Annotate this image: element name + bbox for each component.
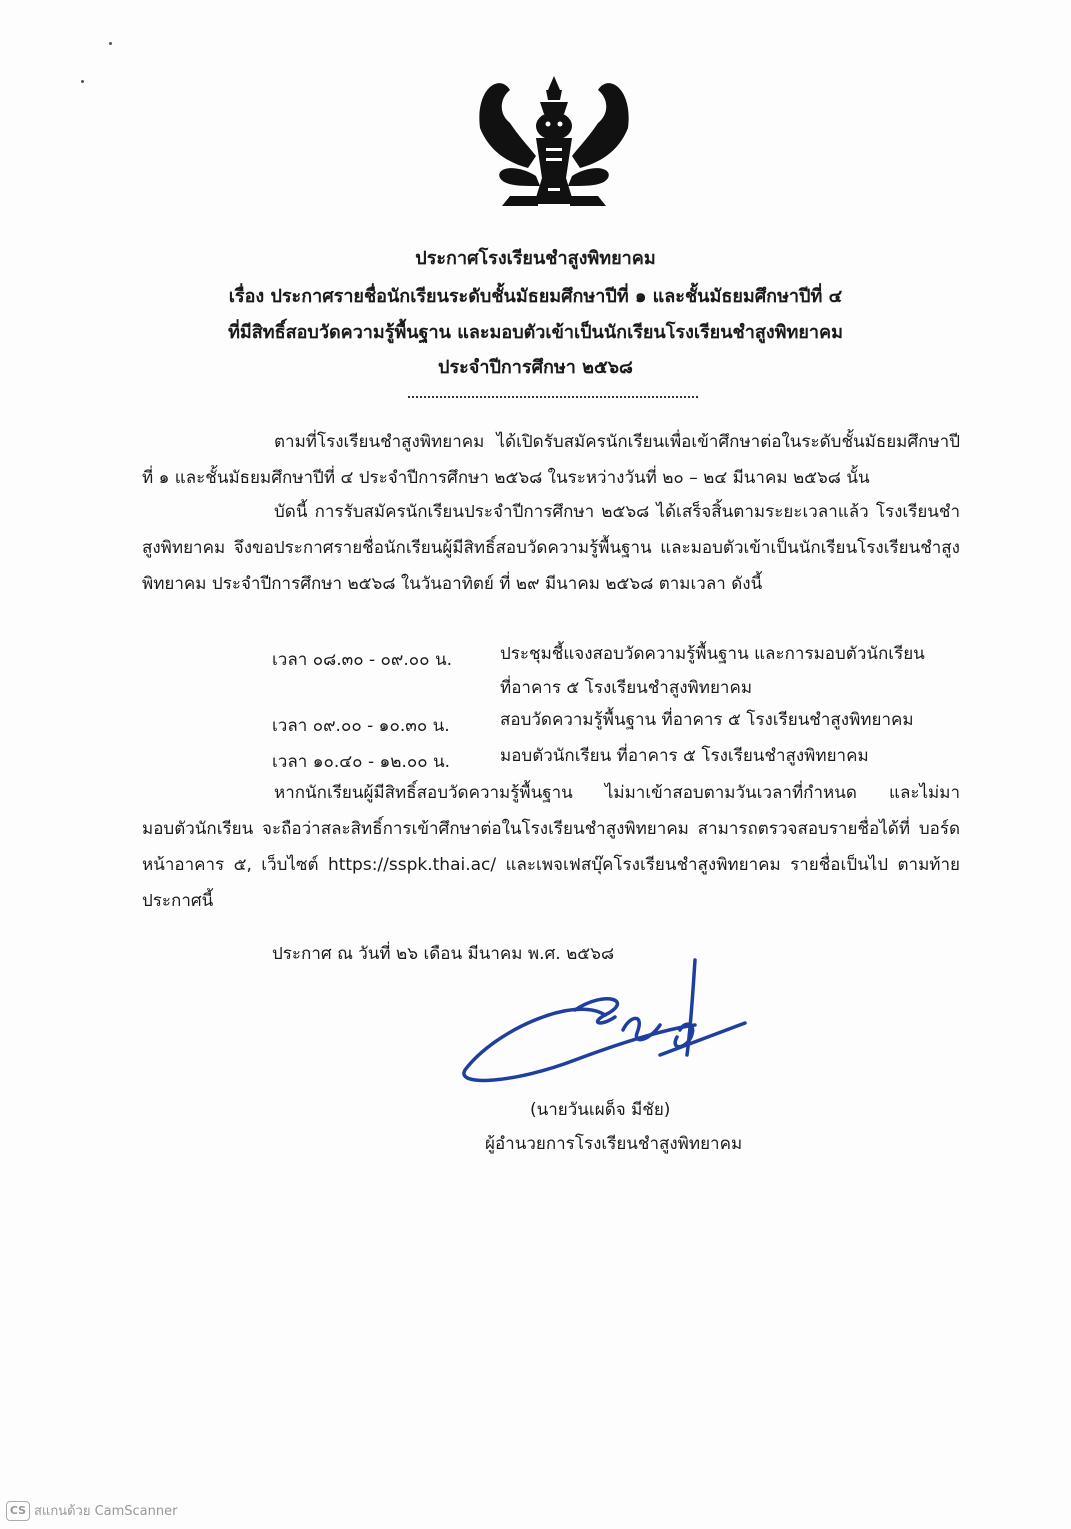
paragraph-intro: ตามที่โรงเรียนชำสูงพิทยาคม ได้เปิดรับสมัครนักเรียนเพื่อเข้าศึกษาต่อในระดับชั้นมัธยมศึกษาปีที่ ๑ และชั้นมัธยมศึกษาปีที่ ๔ ประจำปีการศึกษา ๒๕๖๘ ในระหว่างวันที่ ๒๐ – ๒๔ มีนาคม ๒๕๖๘ นั้น bbox=[142, 432, 960, 488]
scanner-watermark-text: สแกนด้วย CamScanner bbox=[34, 1504, 178, 1519]
signatory-position: ผู้อำนวยการโรงเรียนชำสูงพิทยาคม bbox=[485, 1134, 743, 1154]
scan-speck bbox=[81, 80, 84, 83]
paragraph-conditions: หากนักเรียนผู้มีสิทธิ์สอบวัดความรู้พื้นฐาน ไม่มาเข้าสอบตามวันเวลาที่กำหนด และไม่มา มอบตัวนักเรียน จะถือว่าสละสิทธิ์การเข้าศึกษาต่อในโรงเรียนชำสูงพิทยาคม สามารถตรวจสอบรายชื่อได้ที่ บอร์ดหน้าอาคาร ๕, เว็บไซต์ https://sspk.thai.ac/ และเพจเฟสบุ๊คโรงเรียนชำสูงพิทยาคม รายชื่อเป็นไป ตามท้ายประกาศนี้ bbox=[142, 783, 960, 911]
schedule-activity-1-line2: ที่อาคาร ๕ โรงเรียนชำสูงพิทยาคม bbox=[500, 678, 753, 698]
announcement-subject-cont: ที่มีสิทธิ์สอบวัดความรู้พื้นฐาน และมอบตัวเข้าเป็นนักเรียนโรงเรียนชำสูงพิทยาคม bbox=[228, 322, 843, 343]
announcement-title: ประกาศโรงเรียนชำสูงพิทยาคม bbox=[415, 248, 656, 269]
dotted-divider bbox=[408, 396, 698, 398]
announcement-subject: เรื่อง ประกาศรายชื่อนักเรียนระดับชั้นมัธยมศึกษาปีที่ ๑ และชั้นมัธยมศึกษาปีที่ ๔ bbox=[228, 286, 843, 307]
announcement-year: ประจำปีการศึกษา ๒๕๖๘ bbox=[438, 357, 633, 378]
signature-scribble bbox=[455, 955, 755, 1090]
schedule-time-3: เวลา ๑๐.๔๐ - ๑๒.๐๐ น. bbox=[272, 752, 451, 772]
schedule-activity-2: สอบวัดความรู้พื้นฐาน ที่อาคาร ๕ โรงเรียนชำสูงพิทยาคม bbox=[500, 710, 914, 730]
paragraph-announcement: บัดนี้ การรับสมัครนักเรียนประจำปีการศึกษา ๒๕๖๘ ได้เสร็จสิ้นตามระยะเวลาแล้ว โรงเรียนชำสูงพิทยาคม จึงขอประกาศรายชื่อนักเรียนผู้มีสิทธิ์สอบวัดความรู้พื้นฐาน และมอบตัวเข้าเป็นนักเรียนโรงเรียนชำสูงพิทยาคม ประจำปีการศึกษา ๒๕๖๘ ในวันอาทิตย์ ที่ ๒๙ มีนาคม ๒๕๖๘ ตามเวลา ดังนี้ bbox=[142, 502, 960, 594]
schedule-time-1: เวลา ๐๘.๓๐ - ๐๙.๐๐ น. bbox=[272, 650, 452, 670]
schedule-activity-1 bbox=[500, 637, 970, 705]
camscanner-logo-icon: CS bbox=[6, 1501, 30, 1521]
schedule-activity-1-line1: ประชุมชี้แจงสอบวัดความรู้พื้นฐาน และการมอบตัวนักเรียน bbox=[500, 644, 925, 664]
garuda-emblem-icon bbox=[470, 68, 638, 218]
schedule-activity-3: มอบตัวนักเรียน ที่อาคาร ๕ โรงเรียนชำสูงพิทยาคม bbox=[500, 746, 869, 766]
scanner-watermark bbox=[6, 1500, 177, 1521]
scan-speck bbox=[109, 42, 112, 45]
schedule-time-2: เวลา ๐๙.๐๐ - ๑๐.๓๐ น. bbox=[272, 716, 450, 736]
signatory-name: (นายวันเผด็จ มีชัย) bbox=[530, 1100, 671, 1120]
announcement-date: ประกาศ ณ วันที่ ๒๖ เดือน มีนาคม พ.ศ. ๒๕๖๘ bbox=[272, 944, 615, 964]
